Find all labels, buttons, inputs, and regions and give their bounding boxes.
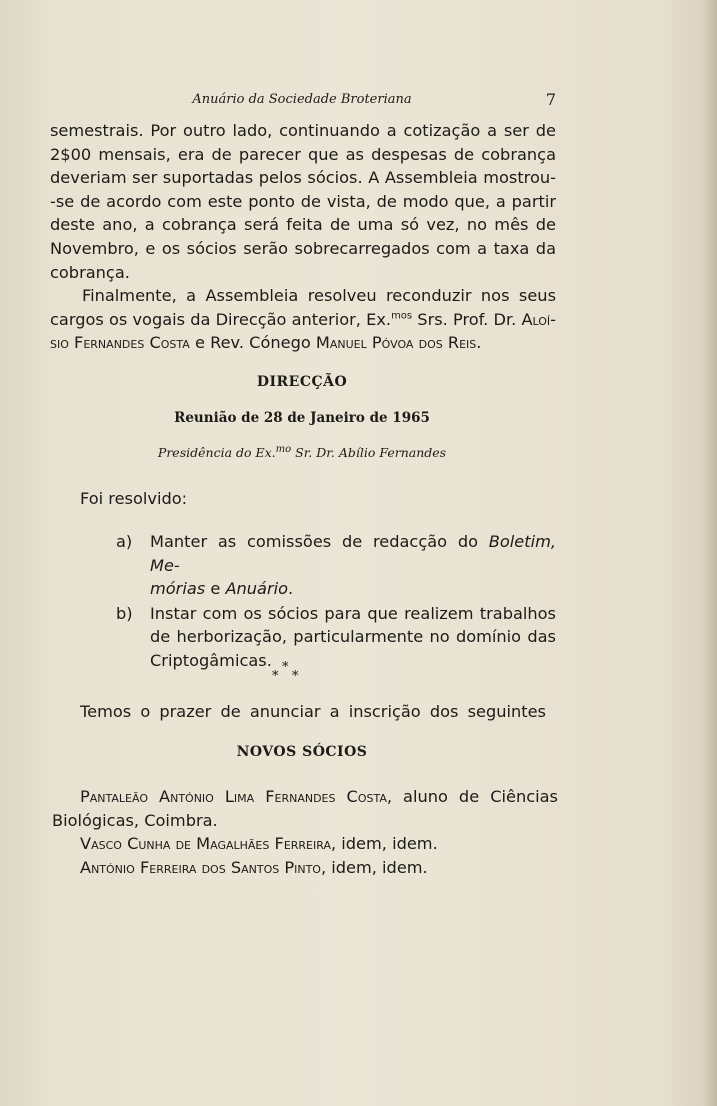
journal-title: mórias bbox=[150, 579, 206, 599]
superscript: mo bbox=[275, 443, 292, 455]
list-item bbox=[116, 602, 556, 673]
text-line: Finalmente, a Assembleia resolveu reconduzir nos seus bbox=[82, 286, 556, 305]
text-line: cobrança. bbox=[50, 262, 130, 282]
new-members-list bbox=[52, 785, 558, 879]
resolved-label: Foi resolvido: bbox=[80, 489, 188, 508]
person-name: Aloí- bbox=[521, 309, 556, 329]
member-details: , idem, idem. bbox=[320, 857, 428, 877]
text-fragment: e Rev. Cónego bbox=[189, 333, 316, 353]
asterisk: * bbox=[282, 660, 289, 675]
text-line bbox=[50, 331, 556, 355]
member-name: Vasco Cunha de Magalhães Ferreira bbox=[80, 834, 331, 854]
text-fragment: . bbox=[476, 333, 482, 353]
list-item bbox=[116, 530, 556, 601]
intro-paragraph-2 bbox=[50, 284, 556, 355]
asterisk: * bbox=[292, 669, 299, 684]
section-separator bbox=[258, 660, 318, 690]
superscript: mos bbox=[391, 310, 413, 322]
text-fragment: Srs. Prof. Dr. bbox=[412, 309, 522, 329]
text-line: deveriam ser suportadas pelos sócios. A Assembleia mostrou- bbox=[50, 168, 556, 188]
text-line: deste ano, a cobrança será feita de uma só vez, no mês de bbox=[50, 215, 556, 235]
section-title-direccao: DIRECÇÃO bbox=[256, 374, 348, 390]
running-title: Anuário da Sociedade Broteriana bbox=[192, 92, 412, 107]
text-line bbox=[150, 577, 556, 601]
text-line bbox=[150, 530, 556, 577]
journal-title: Anuário bbox=[225, 579, 289, 599]
member-details: , aluno de Ciências bbox=[386, 787, 558, 806]
member-name: Pantaleão António Lima Fernandes Costa bbox=[80, 787, 387, 806]
text-line: Criptogâmicas. bbox=[150, 650, 272, 670]
announcement bbox=[80, 700, 546, 724]
text-line: 2$00 mensais, era de parecer que as despesas de cobrança bbox=[50, 144, 556, 164]
member-entry bbox=[52, 856, 558, 880]
text-line: -se de acordo com este ponto de vista, de modo que, a partir bbox=[50, 191, 556, 211]
page-header bbox=[48, 92, 556, 114]
member-entry-continued: Biológicas, Coimbra. bbox=[52, 810, 218, 830]
page-number: 7 bbox=[545, 90, 556, 109]
list-letter: a) bbox=[116, 532, 133, 551]
journal-title: Boletim, Me- bbox=[150, 532, 556, 575]
text-fragment: e bbox=[205, 579, 226, 599]
list-letter: b) bbox=[116, 603, 133, 623]
person-name: sio Fernandes Costa bbox=[50, 333, 190, 353]
intro-paragraph-1 bbox=[50, 119, 556, 284]
text-line: de herborização, particularmente no domínio das bbox=[150, 627, 556, 647]
text-fragment: cargos os vogais da Direcção anterior, Ex. bbox=[50, 309, 392, 329]
member-entry bbox=[52, 785, 558, 809]
section-title-novos-socios: NOVOS SÓCIOS bbox=[236, 744, 368, 760]
presidency-line bbox=[48, 445, 556, 460]
text-line: Novembro, e os sócios serão sobrecarregados com a taxa da bbox=[50, 238, 556, 258]
meeting-date: Reunião de 28 de Janeiro de 1965 bbox=[174, 410, 430, 426]
resolutions-list bbox=[116, 530, 556, 674]
text-line: Temos o prazer de anunciar a inscrição dos seguintes bbox=[80, 702, 546, 721]
text-line bbox=[50, 308, 556, 332]
text-line: Instar com os sócios para que realizem trabalhos bbox=[150, 603, 556, 623]
text-fragment: . bbox=[288, 579, 294, 599]
member-details: , idem, idem. bbox=[330, 834, 438, 854]
member-entry bbox=[52, 832, 558, 856]
text-line: semestrais. Por outro lado, continuando a cotização a ser de bbox=[50, 121, 556, 140]
page-edge-shadow bbox=[703, 0, 717, 1106]
asterisk: * bbox=[272, 669, 279, 684]
person-name: Manuel Póvoa dos Reis bbox=[315, 333, 477, 353]
text-fragment: Presidência do Ex. bbox=[157, 445, 276, 460]
text-fragment: Sr. Dr. Abílio Fernandes bbox=[291, 445, 447, 460]
member-name: António Ferreira dos Santos Pinto bbox=[80, 857, 321, 877]
text-fragment: Manter as comissões de redacção do bbox=[150, 532, 489, 551]
